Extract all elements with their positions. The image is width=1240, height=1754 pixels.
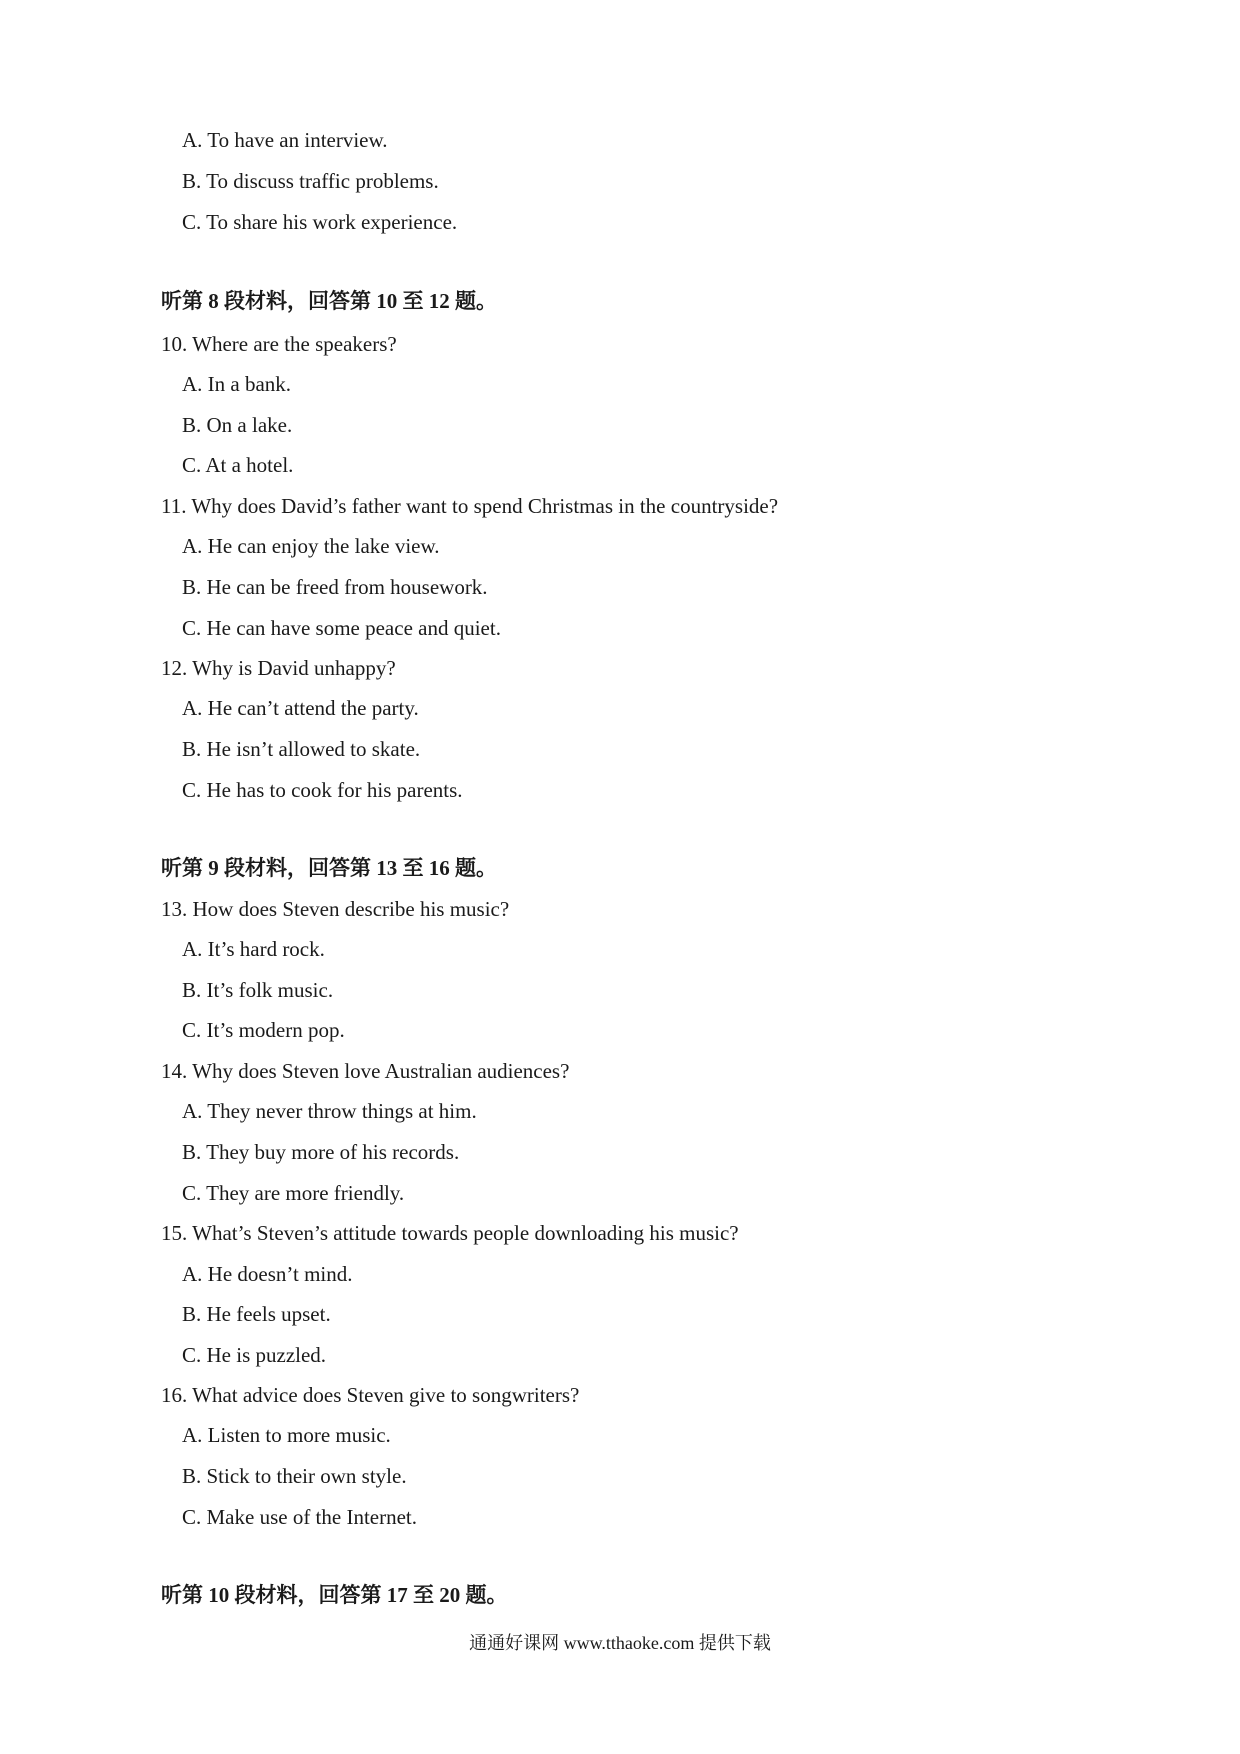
option-b: B. To discuss traffic problems. (182, 169, 439, 193)
option-b: B. He can be freed from housework. (182, 575, 488, 599)
option-a: A. He can enjoy the lake view. (182, 534, 440, 558)
option-a: A. In a bank. (182, 372, 292, 396)
option-c: C. He is puzzled. (182, 1343, 327, 1367)
section-heading: 听第 10 段材料，回答第 17 至 20 题。 (161, 1583, 508, 1607)
option-c: C. He can have some peace and quiet. (182, 616, 501, 640)
option-c: C. He has to cook for his parents. (182, 778, 463, 802)
option-c: C. Make use of the Internet. (182, 1505, 418, 1529)
option-a: A. He can’t attend the party. (182, 696, 419, 720)
option-b: B. On a lake. (182, 413, 293, 437)
option-b: B. It’s folk music. (182, 978, 334, 1002)
option-b: B. They buy more of his records. (182, 1140, 460, 1164)
question-12: 12. Why is David unhappy? (161, 656, 396, 680)
section-heading: 听第 8 段材料，回答第 10 至 12 题。 (161, 289, 497, 313)
question-15: 15. What’s Steven’s attitude towards people downloading his music? (161, 1221, 739, 1245)
question-16: 16. What advice does Steven give to songwriters? (161, 1383, 580, 1407)
option-a: A. They never throw things at him. (182, 1099, 477, 1123)
option-c: C. At a hotel. (182, 453, 294, 477)
footer-watermark: 通通好课网 www.tthaoke.com 提供下载 (469, 1633, 771, 1653)
option-c: C. To share his work experience. (182, 210, 458, 234)
option-b: B. He feels upset. (182, 1302, 331, 1326)
option-b: B. Stick to their own style. (182, 1464, 407, 1488)
option-b: B. He isn’t allowed to skate. (182, 737, 421, 761)
option-c: C. They are more friendly. (182, 1181, 405, 1205)
question-14: 14. Why does Steven love Australian audiences? (161, 1059, 570, 1083)
option-a: A. It’s hard rock. (182, 937, 325, 961)
option-c: C. It’s modern pop. (182, 1018, 345, 1042)
option-a: A. To have an interview. (182, 128, 388, 152)
question-11: 11. Why does David’s father want to spend Christmas in the countryside? (161, 494, 779, 518)
option-a: A. Listen to more music. (182, 1423, 391, 1447)
question-10: 10. Where are the speakers? (161, 332, 397, 356)
question-13: 13. How does Steven describe his music? (161, 897, 510, 921)
option-a: A. He doesn’t mind. (182, 1262, 353, 1286)
section-heading: 听第 9 段材料，回答第 13 至 16 题。 (161, 856, 497, 880)
